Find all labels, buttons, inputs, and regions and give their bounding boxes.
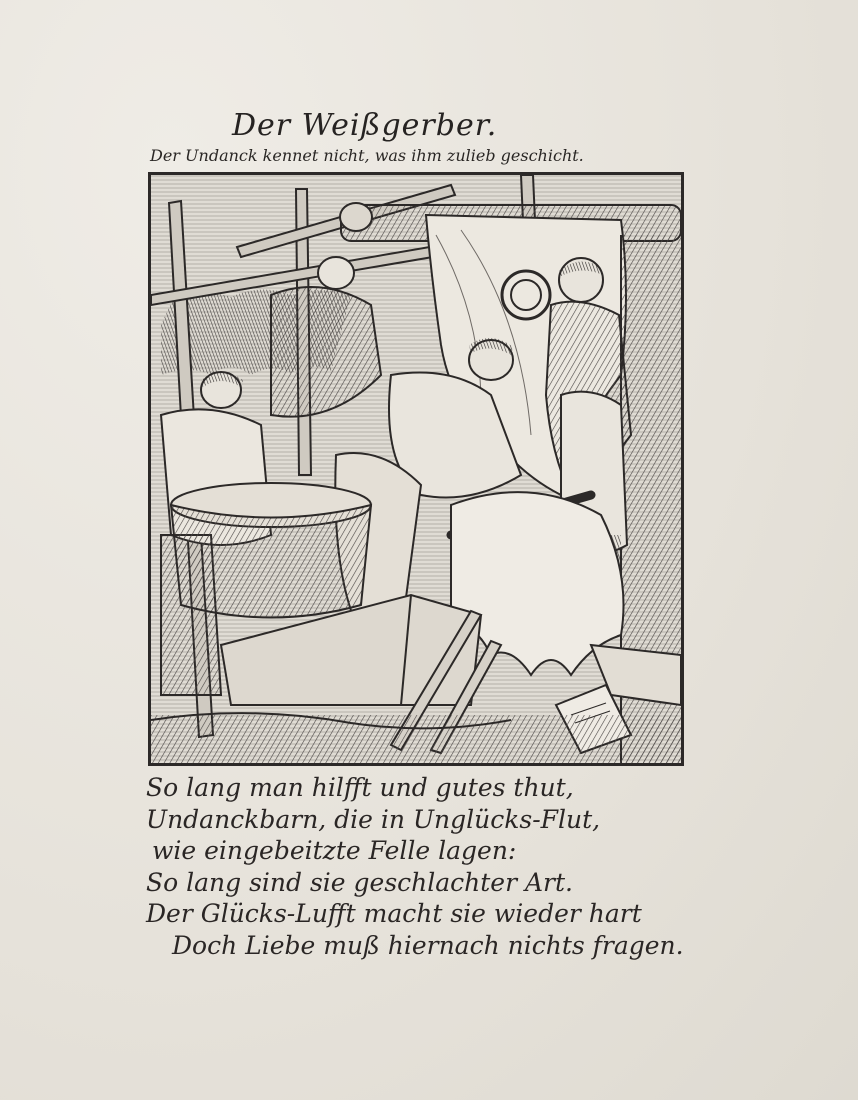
verse-line: Der Glücks-Lufft macht sie wieder hart [146, 899, 642, 928]
verse-line: So lang sind sie geschlachter Art. [146, 867, 573, 897]
engraving-illustration [148, 172, 684, 766]
verse-line: wie eingebeitzte Felle lagen: [152, 836, 517, 865]
verse-line: Undanckbarn, die in Unglücks-Flut, [146, 804, 601, 834]
verse-line: Doch Liebe muß hiernach nichts fragen. [172, 930, 684, 960]
tanning-tub [171, 483, 371, 618]
plate-motto: Der Undanck kennet nicht, was ihm zulieb geschicht. [150, 146, 584, 165]
verse-line: So lang man hilfft und gutes thut, [146, 773, 574, 802]
verse-block [146, 772, 706, 961]
plate-title: Der Weißgerber. [232, 108, 498, 143]
